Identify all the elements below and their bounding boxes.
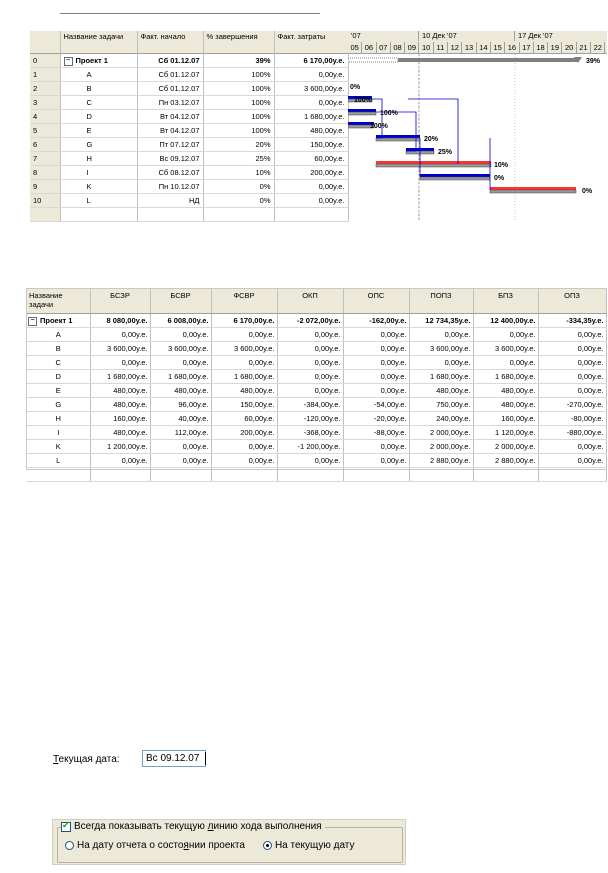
bar-percent-label: 100%	[380, 110, 398, 117]
checkbox-label-part: Всегда показывать текущую	[74, 821, 208, 832]
task-actual-cost[interactable]: 200,00у.е.	[274, 166, 348, 180]
task-actual-cost[interactable]: 1 680,00у.е.	[274, 110, 348, 124]
task-actual-start[interactable]: Сб 08.12.07	[137, 166, 203, 180]
ev-value-cell[interactable]: 150,00у.е.	[211, 398, 277, 412]
progress-line-options	[52, 819, 406, 865]
timescale-day: 08	[391, 42, 405, 53]
ev-task-name[interactable]: A	[27, 328, 90, 342]
task-id[interactable]: 2	[30, 82, 60, 96]
task-actual-cost[interactable]: 150,00у.е.	[274, 138, 348, 152]
ev-value-cell[interactable]: 2 000,00у.е.	[409, 440, 473, 454]
task-actual-cost[interactable]: 480,00у.е.	[274, 124, 348, 138]
empty-cell[interactable]	[343, 468, 409, 482]
ev-value-cell[interactable]: 0,00у.е.	[473, 328, 538, 342]
baseline-bar	[376, 164, 491, 167]
gantt-empty-row[interactable]	[30, 208, 348, 222]
ev-value-cell[interactable]: 160,00у.е.	[90, 412, 150, 426]
task-actual-start[interactable]: Сб 01.12.07	[137, 82, 203, 96]
ev-value-cell[interactable]: 0,00у.е.	[538, 454, 606, 468]
ev-value-cell[interactable]: -120,00у.е.	[277, 412, 343, 426]
task-name[interactable]	[60, 54, 137, 68]
top-separator-line	[60, 13, 320, 14]
task-name[interactable]: B	[60, 82, 137, 96]
baseline-bar	[376, 138, 420, 141]
ev-value-cell[interactable]: 0,00у.е.	[473, 356, 538, 370]
radio-current-date-label: На текущую дату	[274, 840, 355, 851]
ev-value-cell[interactable]: 480,00у.е.	[473, 398, 538, 412]
header-id[interactable]	[30, 31, 60, 54]
ev-row[interactable]	[27, 440, 606, 454]
ev-task-name[interactable]: E	[27, 384, 90, 398]
current-date-label-text: екущая дата:	[58, 754, 120, 765]
task-bar	[348, 109, 376, 112]
task-actual-cost[interactable]: 3 600,00у.е.	[274, 82, 348, 96]
ev-header-cell[interactable]: БСЗР	[90, 289, 150, 314]
header-actual-cost[interactable]: Факт. затраты	[274, 31, 348, 54]
baseline-bar	[420, 177, 490, 180]
text-caret	[205, 752, 206, 765]
task-actual-start[interactable]: Вс 09.12.07	[137, 152, 203, 166]
ev-value-cell[interactable]: 480,00у.е.	[90, 398, 150, 412]
task-id[interactable]: 3	[30, 96, 60, 110]
ev-value-cell[interactable]: 3 600,00у.е.	[150, 342, 211, 356]
ev-value-cell[interactable]: 0,00у.е.	[538, 328, 606, 342]
ev-value-cell[interactable]: 0,00у.е.	[277, 342, 343, 356]
gantt-task-row[interactable]	[30, 96, 348, 110]
ev-header-cell[interactable]: ОКП	[277, 289, 343, 314]
ev-header-cell[interactable]: ПОПЗ	[409, 289, 473, 314]
task-name[interactable]: A	[60, 68, 137, 82]
ev-value-cell[interactable]: 2 880,00у.е.	[473, 454, 538, 468]
task-id[interactable]: 5	[30, 124, 60, 138]
timescale-day: 14	[477, 42, 491, 53]
ev-value-cell[interactable]: 3 600,00у.е.	[211, 342, 277, 356]
task-id[interactable]: 6	[30, 138, 60, 152]
ev-value-cell[interactable]: 0,00у.е.	[277, 356, 343, 370]
ev-value-cell[interactable]: 0,00у.е.	[343, 328, 409, 342]
ev-row[interactable]	[27, 342, 606, 356]
ev-header-cell[interactable]: БПЗ	[473, 289, 538, 314]
task-actual-start[interactable]: Вт 04.12.07	[137, 124, 203, 138]
task-name[interactable]: H	[60, 152, 137, 166]
gantt-task-row[interactable]	[30, 138, 348, 152]
summary-baseline	[348, 58, 398, 62]
checkbox-label-part: инию хода выполнения	[213, 821, 322, 832]
ev-value-cell[interactable]: -2 072,00у.е.	[277, 314, 343, 328]
ev-task-name[interactable]: C	[27, 356, 90, 370]
collapse-toggle-icon[interactable]: −	[64, 57, 73, 66]
ev-row[interactable]	[27, 356, 606, 370]
bar-percent-label: 100%	[370, 123, 388, 130]
ev-value-cell[interactable]: 1 680,00у.е.	[409, 370, 473, 384]
task-actual-start[interactable]: НД	[137, 194, 203, 208]
ev-value-cell[interactable]: 60,00у.е.	[211, 412, 277, 426]
task-id[interactable]: 9	[30, 180, 60, 194]
ev-value-cell[interactable]: 2 880,00у.е.	[409, 454, 473, 468]
ev-task-name[interactable]: L	[27, 454, 90, 468]
gantt-task-row[interactable]	[30, 54, 348, 68]
task-id[interactable]: 0	[30, 54, 60, 68]
bar-percent-label: 20%	[424, 136, 439, 143]
task-bar	[376, 135, 420, 138]
empty-cell[interactable]	[60, 208, 137, 222]
ev-value-cell[interactable]: -54,00у.е.	[343, 398, 409, 412]
task-name[interactable]: K	[60, 180, 137, 194]
ev-value-cell[interactable]: -80,00у.е.	[538, 412, 606, 426]
task-bar	[376, 161, 491, 164]
task-percent-complete[interactable]: 39%	[203, 54, 274, 68]
ev-value-cell[interactable]: -880,00у.е.	[538, 426, 606, 440]
task-actual-cost[interactable]: 60,00у.е.	[274, 152, 348, 166]
ev-value-cell[interactable]: 480,00у.е.	[150, 384, 211, 398]
ev-header-cell[interactable]: Название задачи	[27, 289, 90, 314]
ev-value-cell[interactable]: 3 600,00у.е.	[473, 342, 538, 356]
timescale-week: 17 Дек '07	[518, 31, 553, 40]
ev-row[interactable]	[27, 314, 606, 328]
current-date-label-hotkey: Т	[53, 754, 59, 765]
ev-value-cell[interactable]: 0,00у.е.	[538, 440, 606, 454]
ev-value-cell[interactable]: 8 080,00у.е.	[90, 314, 150, 328]
radio-label-hotkey: я	[183, 840, 189, 851]
ev-value-cell[interactable]: 0,00у.е.	[90, 356, 150, 370]
timescale-day: 05	[348, 42, 362, 53]
ev-value-cell[interactable]: 750,00у.е.	[409, 398, 473, 412]
radio-selected-icon[interactable]	[263, 841, 272, 850]
ev-value-cell[interactable]: 1 680,00у.е.	[211, 370, 277, 384]
ev-task-name[interactable]: I	[27, 426, 90, 440]
ev-value-cell[interactable]: 3 600,00у.е.	[409, 342, 473, 356]
task-actual-start[interactable]: Сб 01.12.07	[137, 54, 203, 68]
ev-header-cell[interactable]: ОПЗ	[538, 289, 606, 314]
radio-status-date[interactable]	[65, 840, 245, 851]
ev-header-cell[interactable]: ОПС	[343, 289, 409, 314]
radio-label-part: На дату отчета о состо	[77, 840, 184, 851]
ev-task-name[interactable]: K	[27, 440, 90, 454]
ev-value-cell[interactable]: 240,00у.е.	[409, 412, 473, 426]
bar-percent-label: 25%	[438, 149, 453, 156]
current-date-input[interactable]	[142, 750, 206, 767]
radio-current-date[interactable]	[263, 840, 355, 851]
header-actual-start[interactable]: Факт. начало	[137, 31, 203, 54]
empty-cell[interactable]	[538, 468, 606, 482]
task-percent-complete[interactable]: 100%	[203, 124, 274, 138]
ev-task-name[interactable]: H	[27, 412, 90, 426]
ev-value-cell[interactable]: -162,00у.е.	[343, 314, 409, 328]
ev-value-cell[interactable]: 0,00у.е.	[211, 328, 277, 342]
radio-status-date-label	[77, 840, 245, 851]
task-actual-cost[interactable]: 0,00у.е.	[274, 194, 348, 208]
current-date-label	[53, 754, 120, 765]
gantt-task-row[interactable]	[30, 68, 348, 82]
timescale-day: 17	[520, 42, 534, 53]
ev-value-cell[interactable]: 160,00у.е.	[473, 412, 538, 426]
timescale-day: 21	[577, 42, 591, 53]
ev-value-cell[interactable]: 0,00у.е.	[150, 356, 211, 370]
ev-value-cell[interactable]: 0,00у.е.	[150, 454, 211, 468]
task-bar	[490, 187, 576, 190]
task-actual-cost[interactable]: 0,00у.е.	[274, 96, 348, 110]
dependency-link	[372, 99, 382, 138]
gantt-task-row[interactable]	[30, 166, 348, 180]
earned-value-view	[26, 288, 607, 470]
ev-value-cell[interactable]: 40,00у.е.	[150, 412, 211, 426]
gantt-task-table	[30, 31, 349, 222]
ev-value-cell[interactable]: 2 000,00у.е.	[409, 426, 473, 440]
task-actual-start[interactable]: Сб 01.12.07	[137, 68, 203, 82]
ev-value-cell[interactable]: 6 008,00у.е.	[150, 314, 211, 328]
task-percent-complete[interactable]: 20%	[203, 138, 274, 152]
header-task-name[interactable]: Название задачи	[60, 31, 137, 54]
collapse-toggle-icon[interactable]: −	[28, 317, 37, 326]
empty-cell[interactable]	[150, 468, 211, 482]
ev-row[interactable]	[27, 398, 606, 412]
ev-value-cell[interactable]: 480,00у.е.	[90, 426, 150, 440]
gantt-task-row[interactable]	[30, 180, 348, 194]
ev-value-cell[interactable]: 0,00у.е.	[409, 328, 473, 342]
task-id[interactable]: 10	[30, 194, 60, 208]
ev-task-name[interactable]	[27, 314, 90, 328]
task-bar	[420, 174, 490, 177]
ev-value-cell[interactable]: 2 000,00у.е.	[473, 440, 538, 454]
bar-percent-label: 39%	[586, 58, 601, 65]
task-actual-cost[interactable]: 0,00у.е.	[274, 180, 348, 194]
task-actual-cost[interactable]: 0,00у.е.	[274, 68, 348, 82]
task-actual-start[interactable]: Пн 10.12.07	[137, 180, 203, 194]
ev-value-cell[interactable]: -270,00у.е.	[538, 398, 606, 412]
timescale-week: '07	[348, 31, 419, 41]
bar-percent-label: 0%	[350, 84, 361, 91]
gantt-task-row[interactable]	[30, 124, 348, 138]
ev-row[interactable]	[27, 370, 606, 384]
timescale-day: 15	[491, 42, 505, 53]
empty-cell[interactable]	[409, 468, 473, 482]
ev-task-name[interactable]: B	[27, 342, 90, 356]
bar-percent-label: 10%	[494, 162, 509, 169]
ev-task-name-text: Проект 1	[40, 316, 73, 325]
gantt-header-row	[30, 31, 348, 54]
task-actual-start[interactable]: Пт 07.12.07	[137, 138, 203, 152]
task-percent-complete[interactable]: 0%	[203, 194, 274, 208]
ev-value-cell[interactable]: 0,00у.е.	[538, 370, 606, 384]
ev-value-cell[interactable]: 0,00у.е.	[90, 454, 150, 468]
ev-value-cell[interactable]: 1 680,00у.е.	[150, 370, 211, 384]
task-id[interactable]: 4	[30, 110, 60, 124]
timescale-day: 12	[448, 42, 462, 53]
ev-value-cell[interactable]: -1 200,00у.е.	[277, 440, 343, 454]
ev-value-cell[interactable]: 480,00у.е.	[211, 384, 277, 398]
bar-percent-label: 100%	[354, 97, 372, 104]
empty-cell[interactable]	[90, 468, 150, 482]
bar-percent-label: 0%	[582, 188, 593, 195]
ev-value-cell[interactable]: 0,00у.е.	[211, 356, 277, 370]
checkbox-checked-icon[interactable]	[61, 822, 71, 832]
empty-cell[interactable]	[211, 468, 277, 482]
gantt-task-row[interactable]	[30, 110, 348, 124]
ev-value-cell[interactable]: 0,00у.е.	[538, 384, 606, 398]
checkbox-label-hotkey: л	[207, 821, 214, 832]
ev-value-cell[interactable]: 0,00у.е.	[538, 342, 606, 356]
ev-header-cell[interactable]: БСВР	[150, 289, 211, 314]
task-percent-complete[interactable]: 10%	[203, 166, 274, 180]
task-name-text: Проект 1	[75, 56, 108, 65]
timescale-day: 10	[420, 42, 434, 53]
ev-header-cell[interactable]: ФСВР	[211, 289, 277, 314]
earned-value-table	[27, 289, 607, 482]
timescale-day: 09	[405, 42, 419, 53]
empty-cell[interactable]	[203, 208, 274, 222]
progress-line-date-options	[65, 840, 373, 851]
timescale-week: 10 Дек '07	[419, 31, 515, 41]
task-actual-start[interactable]: Вт 04.12.07	[137, 110, 203, 124]
gantt-view	[30, 31, 607, 222]
ev-header-row	[27, 289, 606, 314]
ev-task-name[interactable]: G	[27, 398, 90, 412]
task-name[interactable]: D	[60, 110, 137, 124]
ev-value-cell[interactable]: -334,35у.е.	[538, 314, 606, 328]
ev-value-cell[interactable]: 0,00у.е.	[150, 440, 211, 454]
task-actual-cost[interactable]: 6 170,00у.е.	[274, 54, 348, 68]
task-name[interactable]: G	[60, 138, 137, 152]
ev-value-cell[interactable]: 200,00у.е.	[211, 426, 277, 440]
task-id[interactable]: 7	[30, 152, 60, 166]
checkbox-label	[74, 821, 322, 832]
empty-cell[interactable]	[274, 208, 348, 222]
timescale-day: 06	[362, 42, 376, 53]
empty-cell[interactable]	[277, 468, 343, 482]
ev-row[interactable]	[27, 328, 606, 342]
gantt-task-row[interactable]	[30, 82, 348, 96]
gantt-task-row[interactable]	[30, 152, 348, 166]
task-actual-start[interactable]: Пн 03.12.07	[137, 96, 203, 110]
ev-value-cell[interactable]: 0,00у.е.	[343, 342, 409, 356]
gantt-timescale	[348, 31, 607, 54]
task-percent-complete[interactable]: 0%	[203, 180, 274, 194]
ev-value-cell[interactable]: 0,00у.е.	[211, 454, 277, 468]
header-percent-complete[interactable]: % завершения	[203, 31, 274, 54]
timescale-day: 13	[462, 42, 476, 53]
task-percent-complete[interactable]: 25%	[203, 152, 274, 166]
ev-value-cell[interactable]: 0,00у.е.	[90, 328, 150, 342]
baseline-bar	[490, 190, 576, 193]
task-percent-complete[interactable]: 100%	[203, 96, 274, 110]
radio-label-part: нии проекта	[188, 840, 245, 851]
ev-value-cell[interactable]: 1 680,00у.е.	[90, 370, 150, 384]
empty-cell[interactable]	[30, 208, 60, 222]
baseline-bar	[348, 112, 376, 115]
timescale-day: 20	[563, 42, 577, 53]
timescale-day: 16	[505, 42, 519, 53]
bar-percent-label: 0%	[494, 175, 505, 182]
task-name[interactable]: E	[60, 124, 137, 138]
ev-value-cell[interactable]: 0,00у.е.	[277, 328, 343, 342]
ev-value-cell[interactable]: 0,00у.е.	[277, 454, 343, 468]
ev-value-cell[interactable]: 480,00у.е.	[473, 384, 538, 398]
ev-value-cell[interactable]: 0,00у.е.	[150, 328, 211, 342]
timescale-day: 19	[548, 42, 562, 53]
ev-value-cell[interactable]: 12 734,35у.е.	[409, 314, 473, 328]
ev-value-cell[interactable]: 0,00у.е.	[343, 454, 409, 468]
ev-value-cell[interactable]: 112,00у.е.	[150, 426, 211, 440]
ev-row[interactable]	[27, 412, 606, 426]
ev-row[interactable]	[27, 384, 606, 398]
ev-row[interactable]	[27, 454, 606, 468]
ev-value-cell[interactable]: 0,00у.е.	[343, 370, 409, 384]
ev-value-cell[interactable]: 0,00у.е.	[409, 356, 473, 370]
summary-bar	[398, 58, 578, 62]
ev-value-cell[interactable]: 0,00у.е.	[343, 384, 409, 398]
ev-value-cell[interactable]: 96,00у.е.	[150, 398, 211, 412]
ev-value-cell[interactable]: 12 400,00у.е.	[473, 314, 538, 328]
ev-value-cell[interactable]: 0,00у.е.	[277, 370, 343, 384]
task-percent-complete[interactable]: 100%	[203, 110, 274, 124]
ev-value-cell[interactable]: 0,00у.е.	[343, 440, 409, 454]
task-name[interactable]: I	[60, 166, 137, 180]
task-id[interactable]: 8	[30, 166, 60, 180]
ev-value-cell[interactable]: -384,00у.е.	[277, 398, 343, 412]
ev-value-cell[interactable]: -88,00у.е.	[343, 426, 409, 440]
ev-value-cell[interactable]: 0,00у.е.	[538, 356, 606, 370]
empty-cell[interactable]	[27, 468, 90, 482]
gantt-chart-area	[348, 54, 607, 222]
timescale-day: 11	[434, 42, 448, 53]
ev-value-cell[interactable]: 1 680,00у.е.	[473, 370, 538, 384]
task-name[interactable]: L	[60, 194, 137, 208]
ev-value-cell[interactable]: 480,00у.е.	[409, 384, 473, 398]
ev-empty-row[interactable]	[27, 468, 606, 482]
task-id[interactable]: 1	[30, 68, 60, 82]
empty-cell[interactable]	[473, 468, 538, 482]
ev-value-cell[interactable]: 3 600,00у.е.	[90, 342, 150, 356]
ev-value-cell[interactable]: 1 120,00у.е.	[473, 426, 538, 440]
ev-value-cell[interactable]: -20,00у.е.	[343, 412, 409, 426]
always-show-progress-line-checkbox[interactable]	[61, 821, 325, 832]
ev-value-cell[interactable]: 0,00у.е.	[277, 384, 343, 398]
timescale-day: 07	[377, 42, 391, 53]
empty-cell[interactable]	[137, 208, 203, 222]
ev-value-cell[interactable]: 6 170,00у.е.	[211, 314, 277, 328]
ev-value-cell[interactable]: 480,00у.е.	[90, 384, 150, 398]
timescale-day: 18	[534, 42, 548, 53]
task-percent-complete[interactable]: 100%	[203, 82, 274, 96]
ev-value-cell[interactable]: -368,00у.е.	[277, 426, 343, 440]
task-percent-complete[interactable]: 100%	[203, 68, 274, 82]
timescale-day: 22	[591, 42, 605, 53]
task-name[interactable]: C	[60, 96, 137, 110]
ev-value-cell[interactable]: 0,00у.е.	[343, 356, 409, 370]
gantt-task-row[interactable]	[30, 194, 348, 208]
ev-value-cell[interactable]: 0,00у.е.	[211, 440, 277, 454]
ev-row[interactable]	[27, 426, 606, 440]
radio-unselected-icon[interactable]	[65, 841, 74, 850]
ev-task-name[interactable]: D	[27, 370, 90, 384]
ev-value-cell[interactable]: 1 200,00у.е.	[90, 440, 150, 454]
